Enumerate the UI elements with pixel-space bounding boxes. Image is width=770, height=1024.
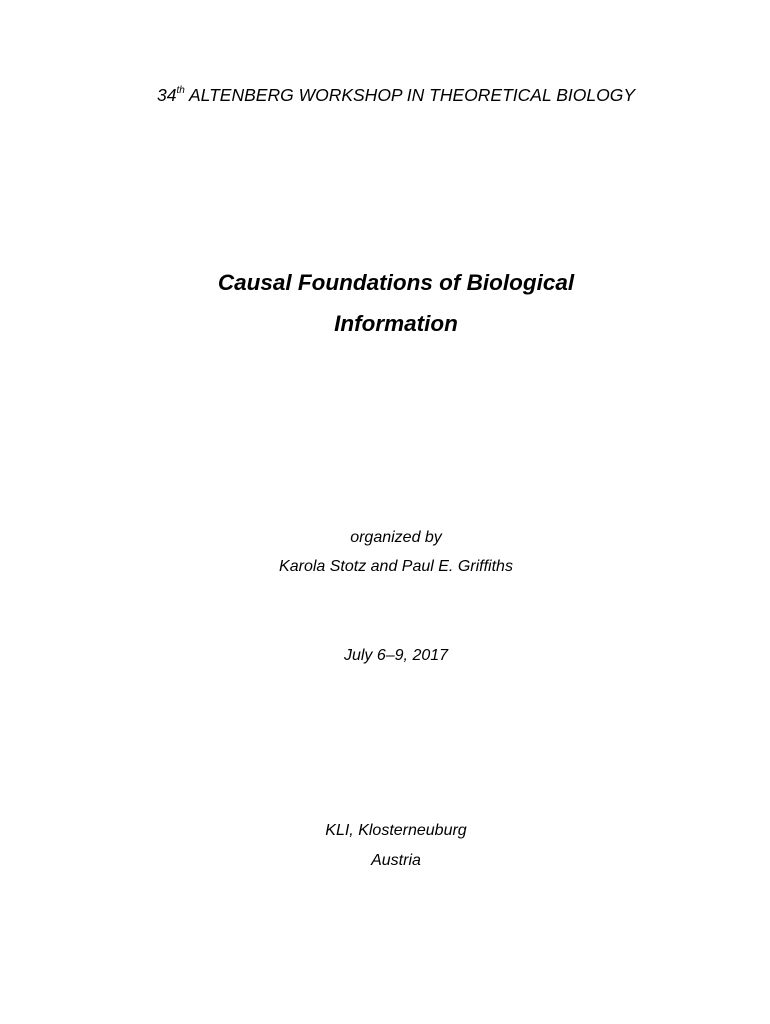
workshop-heading — [0, 85, 770, 106]
workshop-ordinal-suffix: th — [176, 85, 185, 96]
organizer-names: Karola Stotz and Paul E. Griffiths — [279, 558, 513, 575]
organized-by-label: organized by — [350, 529, 442, 546]
venue-country: Austria — [371, 852, 421, 869]
document-title-line-2: Information — [334, 311, 458, 336]
workshop-name: ALTENBERG WORKSHOP IN THEORETICAL BIOLOGY — [189, 85, 636, 105]
document-title-line-1: Causal Foundations of Biological — [217, 270, 575, 295]
event-dates: July 6–9, 2017 — [343, 647, 449, 664]
venue-location: KLI, Klosterneuburg — [325, 822, 467, 839]
workshop-ordinal-number: 34 — [156, 85, 177, 105]
